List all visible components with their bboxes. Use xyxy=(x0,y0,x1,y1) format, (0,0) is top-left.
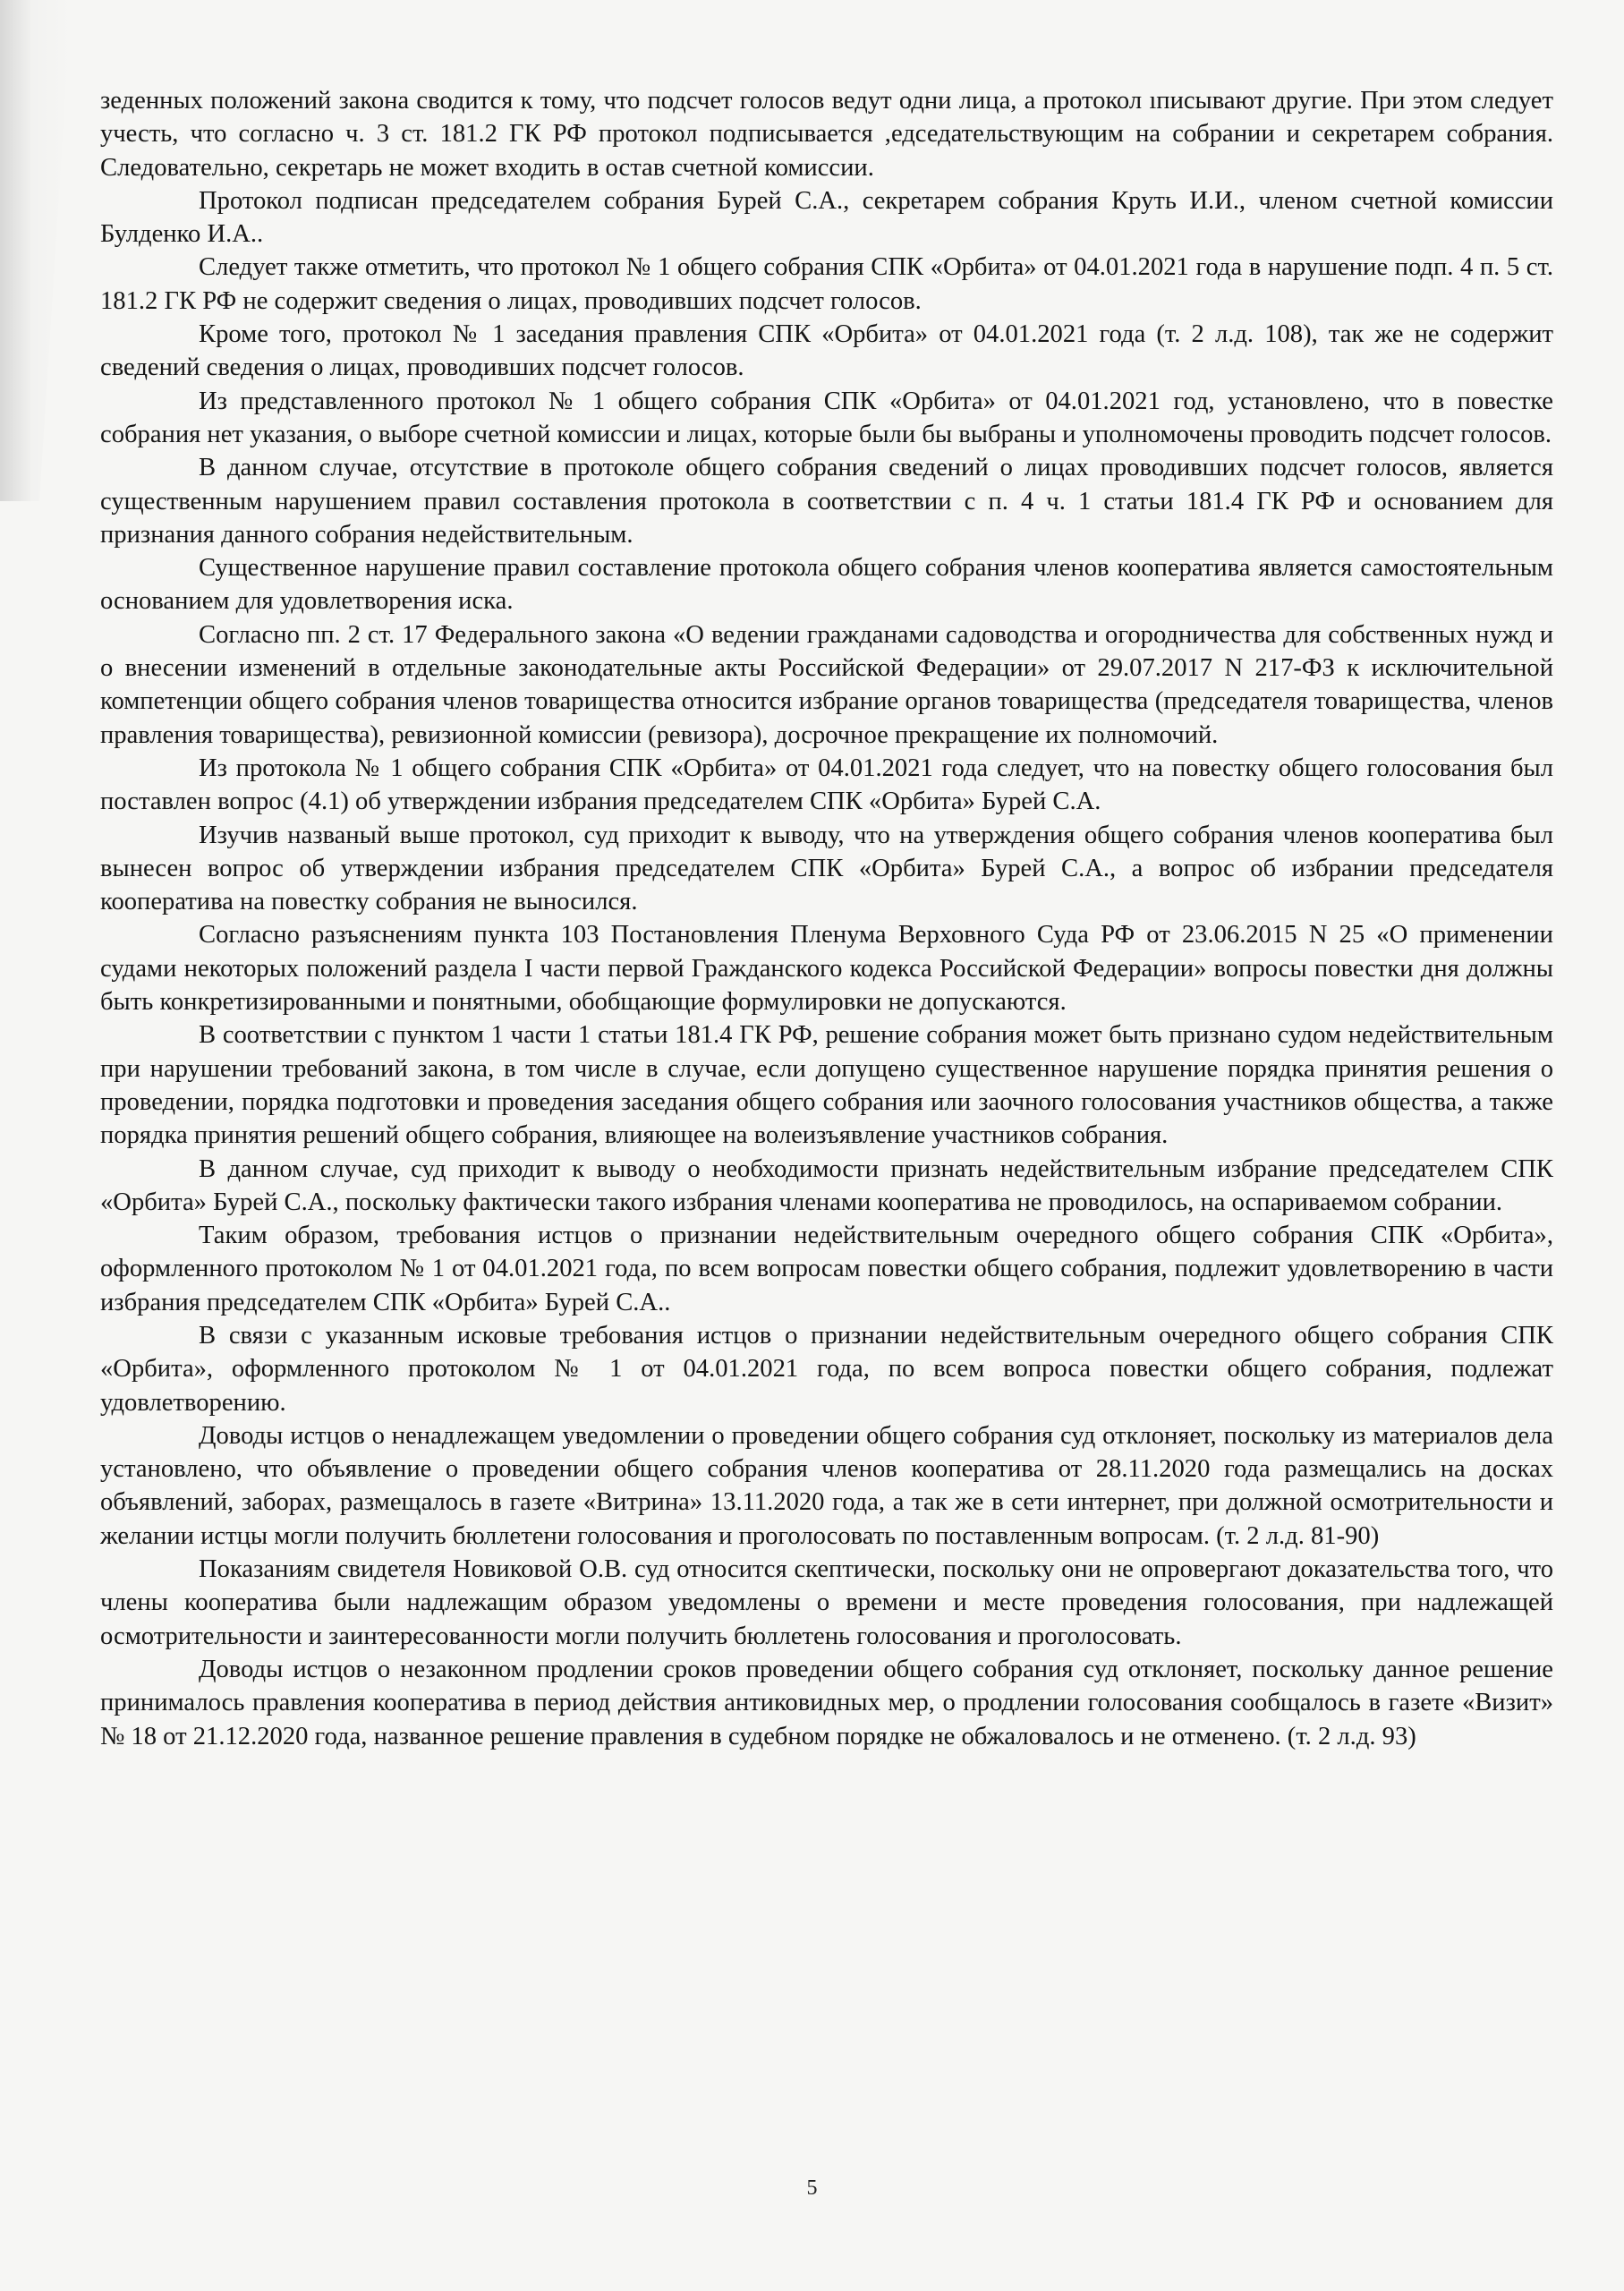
paragraph: Показаниям свидетеля Новиковой О.В. суд относится скептически, поскольку они не опровергают доказательства того, что члены кооператива были надлежащим образом уведомлены о времени и месте проведения голосования, при надлежащей осмотрительности и заинтересованности могли получить бюллетень голосования и проголосовать. xyxy=(100,1555,1553,1650)
paragraph: В соответствии с пунктом 1 части 1 статьи 181.4 ГК РФ, решение собрания может быть признано судом недействительным при нарушении требований закона, в том числе в случае, если допущено существенное нарушение порядка принятия решения о проведении, порядка подготовки и проведения заседания общего собрания или заочного голосования участников общества, а также порядка принятия решений общего собрания, влияющее на волеизъявление участников собрания. xyxy=(100,1021,1553,1150)
paragraph: зеденных положений закона сводится к тому, что подсчет голосов ведут одни лица, а протокол ıписывают другие. При этом следует учесть, что согласно ч. 3 ст. 181.2 ГК РФ протокол подписывается ,едседательствующим на собрании и секретарем собрания. Следовательно, секретарь не может входить в остав счетной комиссии. xyxy=(100,87,1553,182)
paragraph: Доводы истцов о незаконном продлении сроков проведении общего собрания суд отклоняет, поскольку данное решение принималось правления кооператива в период действия антиковидных мер, о продлении голосования сообщалось в газете «Визит» № 18 от 21.12.2020 года, названное решение правления в судебном порядке не обжаловалось и не отменено. (т. 2 л.д. 93) xyxy=(100,1655,1553,1750)
paragraph: В связи с указанным исковые требования истцов о признании недействительным очередного общего собрания СПК «Орбита», оформленного протоколом № 1 от 04.01.2021 года, по всем вопроса повестки общего собрания, подлежат удовлетворению. xyxy=(100,1321,1553,1417)
paragraph: В данном случае, суд приходит к выводу о необходимости признать недействительным избрание председателем СПК «Орбита» Бурей С.А., поскольку фактически такого избрания членами кооператива не проводилось, на оспариваемом собрании. xyxy=(100,1154,1553,1216)
paragraph: Согласно пп. 2 ст. 17 Федерального закона «О ведении гражданами садоводства и огородничества для собственных нужд и о внесении изменений в отдельные законодательные акты Российской Федерации» от 29.07.2017 N 217-ФЗ к исключительной компетенции общего собрания членов товарищества относится избрание органов товарищества (председателя товарищества, членов правления товарищества), ревизионной комиссии (ревизора), досрочное прекращение их полномочий. xyxy=(100,620,1553,749)
paragraph: Из протокола № 1 общего собрания СПК «Орбита» от 04.01.2021 года следует, что на повестку общего голосования был поставлен вопрос (4.1) об утверждении избрания председателем СПК «Орбита» Бурей С.А. xyxy=(100,754,1553,816)
paragraph: Следует также отметить, что протокол № 1 общего собрания СПК «Орбита» от 04.01.2021 года в нарушение подп. 4 п. 5 ст. 181.2 ГК РФ не содержит сведения о лицах, проводивших подсчет голосов. xyxy=(100,253,1553,315)
document-body xyxy=(100,84,1553,1753)
paragraph: Существенное нарушение правил составление протокола общего собрания членов кооператива является самостоятельным основанием для удовлетворения иска. xyxy=(100,554,1553,616)
paragraph: Из представленного протокол № 1 общего собрания СПК «Орбита» от 04.01.2021 год, установлено, что в повестке собрания нет указания, о выборе счетной комиссии и лицах, которые были бы выбраны и уполномочены проводить подсчет голосов. xyxy=(100,387,1553,448)
paragraph: Согласно разъяснениям пункта 103 Постановления Пленума Верховного Суда РФ от 23.06.2015 N 25 «О применении судами некоторых положений раздела I части первой Гражданского кодекса Российской Федерации» вопросы повестки дня должны быть конкретизированными и понятными, обобщающие формулировки не допускаются. xyxy=(100,921,1553,1017)
page-number: 5 xyxy=(806,2176,818,2200)
paragraph: Доводы истцов о ненадлежащем уведомлении о проведении общего собрания суд отклоняет, поскольку из материалов дела установлено, что объявление о проведении общего собрания членов кооператива от 28.11.2020 года размещались на досках объявлений, заборах, размещалось в газете «Витрина» 13.11.2020 года, а так же в сети интернет, при должной осмотрительности и желании истцы могли получить бюллетени голосования и проголосовать по поставленным вопросам. (т. 2 л.д. 81-90) xyxy=(100,1421,1553,1550)
paragraph: В данном случае, отсутствие в протоколе общего собрания сведений о лицах проводивших подсчет голосов, является существенным нарушением правил составления протокола в соответствии с п. 4 ч. 1 статьи 181.4 ГК РФ и основанием для признания данного собрания недействительным. xyxy=(100,454,1553,549)
paragraph: Таким образом, требования истцов о признании недействительным очередного общего собрания СПК «Орбита», оформленного протоколом № 1 от 04.01.2021 года, по всем вопросам повестки общего собрания, подлежит удовлетворению в части избрания председателем СПК «Орбита» Бурей С.А.. xyxy=(100,1222,1553,1316)
paragraph: Протокол подписан председателем собрания Бурей С.А., секретарем собрания Круть И.И., членом счетной комиссии Булденко И.А.. xyxy=(100,186,1553,249)
scan-edge-shadow xyxy=(0,0,72,501)
paragraph: Кроме того, протокол № 1 заседания правления СПК «Орбита» от 04.01.2021 года (т. 2 л.д. 108), так же не содержит сведений сведения о лицах, проводивших подсчет голосов. xyxy=(100,320,1553,382)
paragraph: Изучив названый выше протокол, суд приходит к выводу, что на утверждения общего собрания членов кооператива был вынесен вопрос об утверждении избрания председателем СПК «Орбита» Бурей С.А., а вопрос об избрании председателя кооператива на повестку собрания не выносился. xyxy=(100,821,1553,916)
